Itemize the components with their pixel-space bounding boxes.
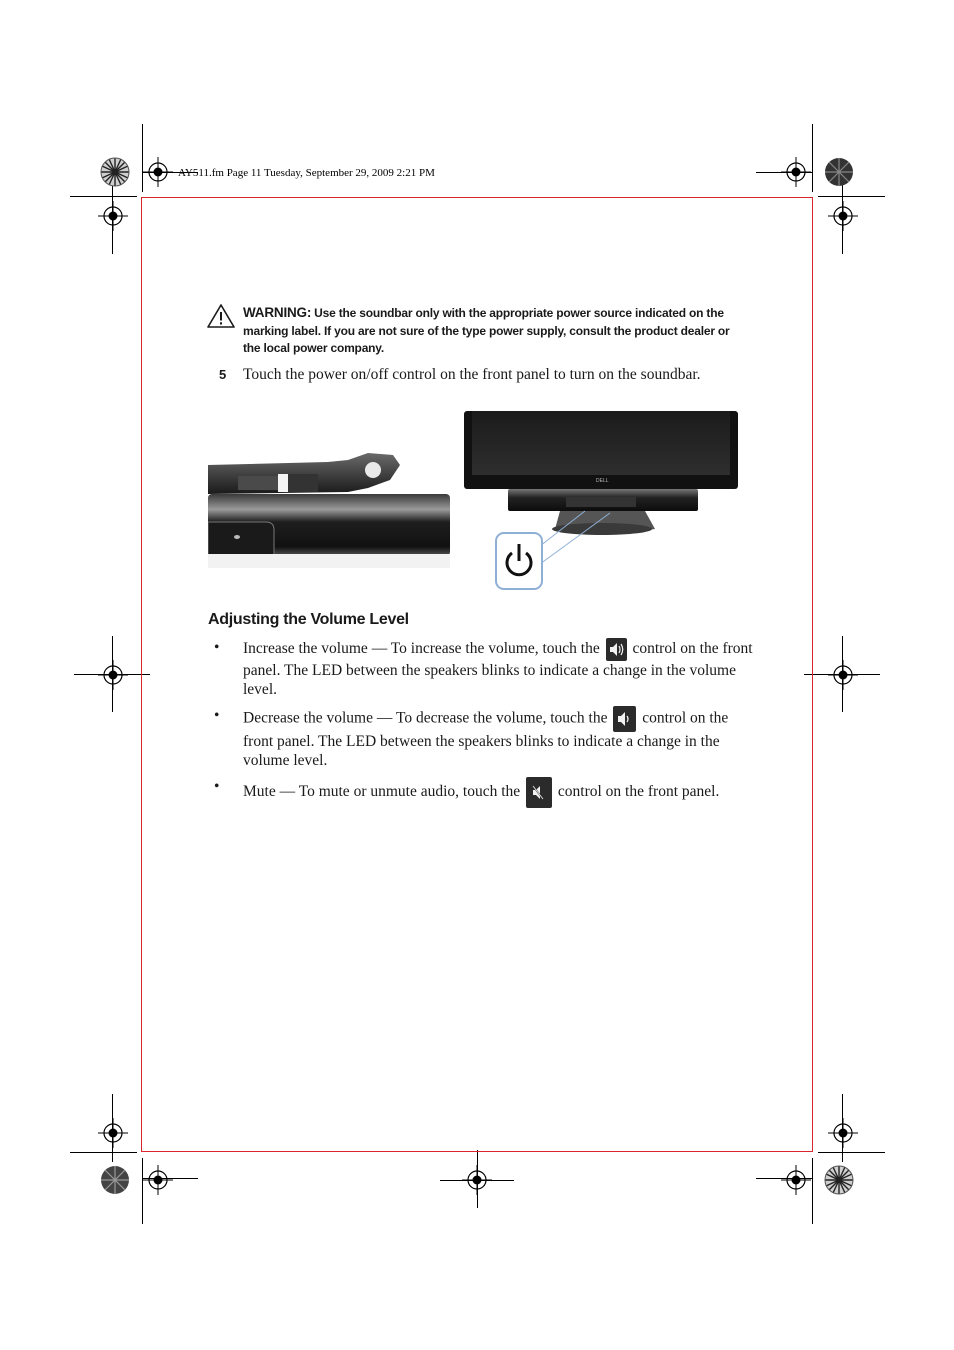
star-target-icon: [100, 157, 130, 187]
mute-icon: [526, 777, 552, 808]
list-item: [214, 777, 754, 808]
warning-text: [243, 304, 747, 358]
registration-target-icon: [781, 157, 811, 187]
bullet-term: Mute: [243, 783, 276, 801]
list-item: [214, 706, 754, 770]
list-item: [214, 638, 754, 699]
registration-target-icon: [143, 1165, 173, 1195]
star-target-icon: [100, 1165, 130, 1195]
bullet-marker: •: [214, 778, 220, 795]
registration-target-icon: [828, 1118, 858, 1148]
registration-target-icon: [98, 201, 128, 231]
warning-label: WARNING:: [243, 305, 312, 320]
registration-target-icon: [781, 1165, 811, 1195]
star-target-icon: [824, 1165, 854, 1195]
registration-target-icon: [143, 157, 173, 187]
volume-up-icon: [606, 638, 627, 661]
bullet-text: — To decrease the volume, touch the: [372, 709, 612, 727]
bullet-marker: •: [214, 707, 220, 724]
volume-down-icon: [613, 706, 636, 732]
warning-triangle-icon: [207, 304, 235, 328]
bullet-text: control on the front panel. The LED between the speakers blinks to indicate a change in the volume level.: [243, 709, 729, 769]
warning-notice: [207, 304, 747, 358]
warning-body: Use the soundbar only with the appropriate power source indicated on the marking label. If you are not sure of the type power supply, consult the product dealer or the local power company.: [243, 306, 730, 355]
bullet-text: — To increase the volume, touch the: [367, 640, 604, 658]
registration-target-icon: [98, 1118, 128, 1148]
print-slug-line: AY511.fm Page 11 Tuesday, September 29, 2009 2:21 PM: [178, 167, 435, 179]
step-text: Touch the power on/off control on the front panel to turn on the soundbar.: [243, 366, 701, 383]
step-number: 5: [219, 367, 227, 382]
svg-text:DELL: DELL: [596, 478, 609, 484]
bullet-text: control on the front panel. The LED between the speakers blinks to indicate a change in the volume level.: [243, 640, 753, 698]
section-heading: Adjusting the Volume Level: [208, 611, 409, 628]
registration-target-icon: [98, 660, 128, 690]
bullet-term: Decrease the volume: [243, 709, 373, 727]
registration-target-icon: [462, 1165, 492, 1195]
bullet-marker: •: [214, 639, 220, 656]
soundbar-photo: [208, 450, 450, 568]
star-target-icon: [824, 157, 854, 187]
bullet-term: Increase the volume: [243, 640, 368, 658]
registration-target-icon: [828, 660, 858, 690]
bullet-text: — To mute or unmute audio, touch the: [275, 783, 525, 801]
monitor-soundbar-photo: [460, 411, 738, 593]
bullet-text: control on the front panel.: [554, 783, 720, 801]
step-item: [219, 366, 759, 384]
volume-bullet-list: [214, 638, 754, 815]
registration-target-icon: [828, 201, 858, 231]
